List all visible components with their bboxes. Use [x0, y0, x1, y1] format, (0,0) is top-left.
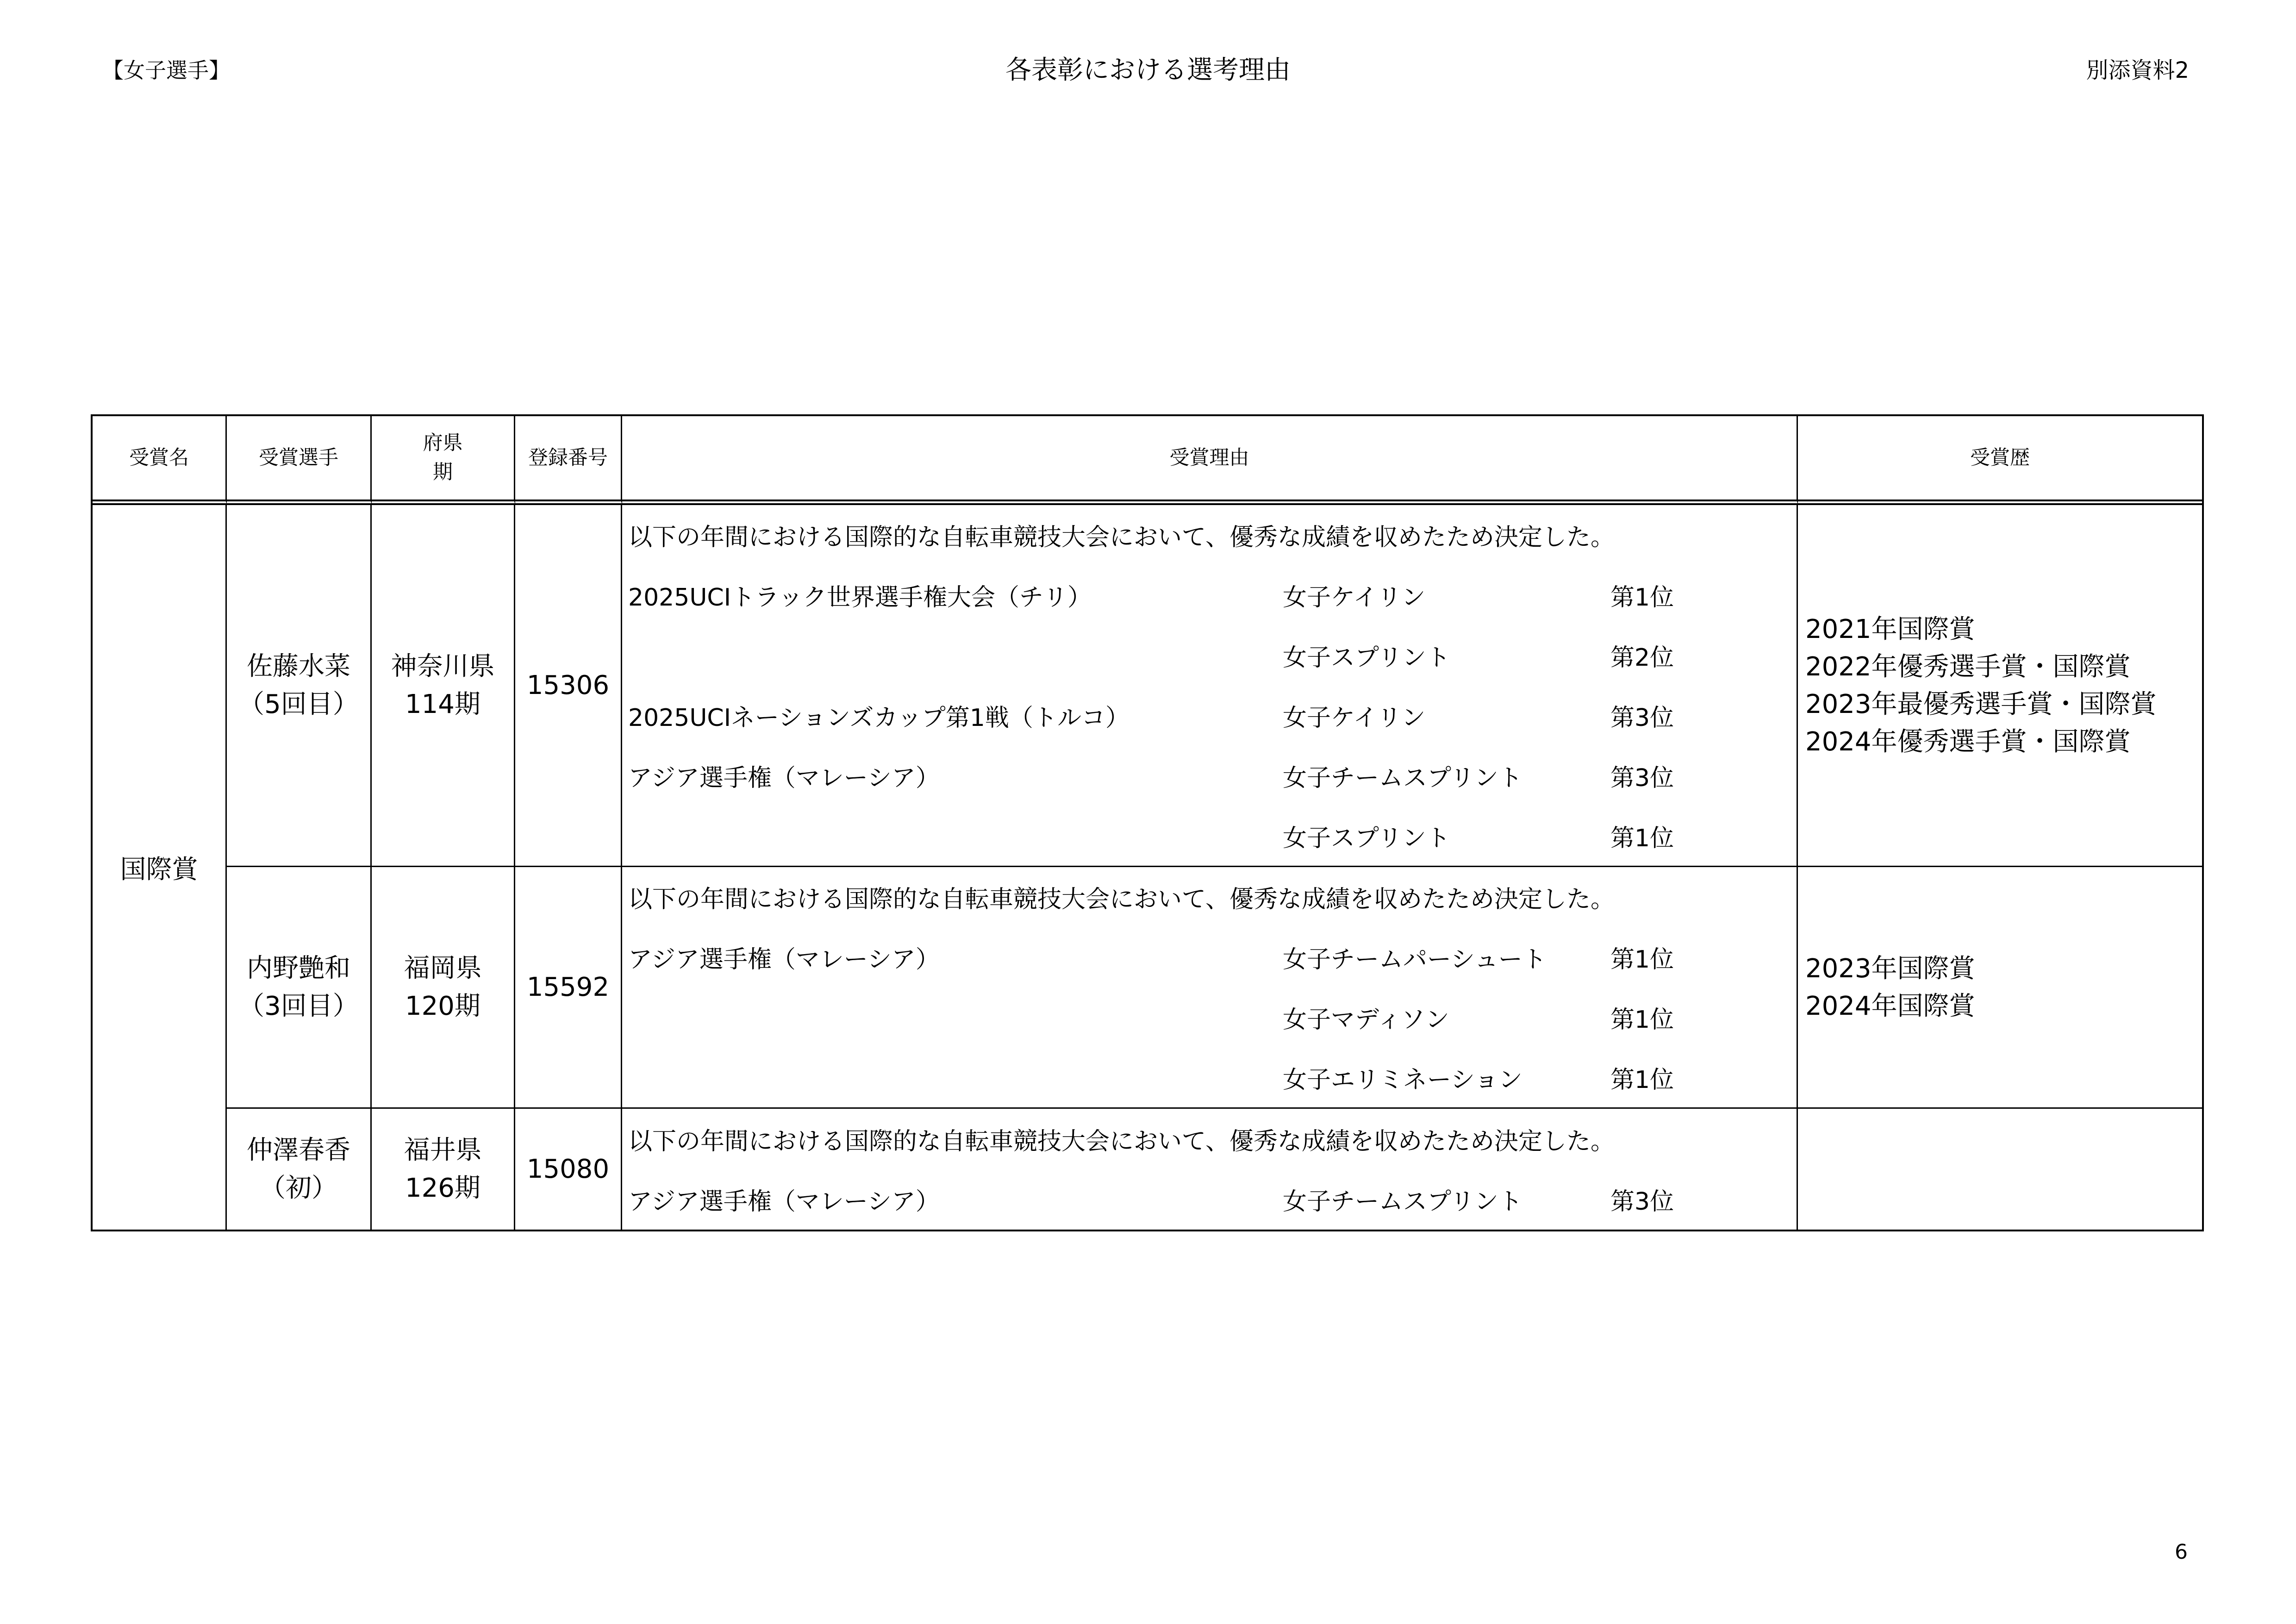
rank: 第1位 — [1610, 946, 1674, 974]
reason-intro: 以下の年間における国際的な自転車競技大会において、優秀な成績を収めたため決定した。 — [628, 886, 1615, 914]
column-header-label: 受賞名 — [129, 446, 189, 469]
event-name: 女子スプリント — [1283, 824, 1450, 852]
result-line — [622, 745, 1797, 806]
reason-intro-line — [622, 1109, 1797, 1169]
reason-intro-line — [622, 867, 1797, 927]
reason-intro-line — [622, 505, 1797, 565]
history-cell — [1798, 505, 2202, 867]
column-header-label: 受賞理由 — [1169, 446, 1249, 469]
rank: 第2位 — [1610, 644, 1674, 672]
prefecture-cell — [372, 867, 515, 1109]
rank: 第1位 — [1610, 584, 1674, 612]
event-name: 女子チームスプリント — [1283, 764, 1522, 792]
reason-cell — [622, 505, 1798, 867]
athlete-name: 仲澤春香 — [247, 1135, 350, 1165]
registration-number: 15592 — [526, 972, 610, 1002]
history-cell — [1798, 1109, 2202, 1230]
athlete-cell — [227, 505, 372, 867]
athlete-name: 内野艶和 — [247, 953, 350, 983]
prefecture: 神奈川県 — [391, 651, 495, 681]
award-count: （初） — [260, 1173, 337, 1203]
registration-number-cell — [515, 867, 622, 1109]
registration-number-cell — [515, 505, 622, 867]
awards-table — [91, 414, 2204, 1231]
rank: 第3位 — [1610, 764, 1674, 792]
award-name-cell — [93, 505, 227, 1230]
rank: 第3位 — [1610, 1188, 1674, 1216]
competition-name: アジア選手権（マレーシア） — [628, 946, 940, 974]
result-line — [622, 927, 1797, 987]
event-name: 女子チームスプリント — [1283, 1188, 1522, 1216]
prefecture-cell — [372, 505, 515, 867]
rank: 第1位 — [1610, 1006, 1674, 1034]
rank: 第1位 — [1610, 1066, 1674, 1094]
result-line — [622, 987, 1797, 1048]
prefecture-cell — [372, 1109, 515, 1230]
reason-intro: 以下の年間における国際的な自転車競技大会において、優秀な成績を収めたため決定した。 — [628, 524, 1615, 552]
event-name: 女子マディソン — [1283, 1006, 1449, 1034]
history-entry: 2024年優秀選手賞・国際賞 — [1805, 726, 2131, 757]
history-entry: 2021年国際賞 — [1805, 614, 1975, 644]
reason-cell — [622, 867, 1798, 1109]
award-name: 国際賞 — [120, 854, 198, 885]
term: 126期 — [405, 1173, 480, 1203]
athlete-cell — [227, 867, 372, 1109]
event-name: 女子ケイリン — [1283, 584, 1426, 612]
result-line — [622, 806, 1797, 866]
term: 120期 — [405, 991, 480, 1021]
column-header-label: 登録番号 — [528, 446, 608, 469]
history-entry: 2023年国際賞 — [1805, 953, 1975, 984]
rank: 第3位 — [1610, 704, 1674, 732]
column-header-registration-number — [515, 416, 622, 505]
prefecture: 福井県 — [404, 1135, 482, 1165]
award-count: （3回目） — [238, 991, 359, 1021]
column-header-athlete — [227, 416, 372, 505]
column-header-prefecture — [372, 416, 515, 505]
column-header-label: 府県 — [423, 431, 463, 455]
column-header-label: 期 — [433, 461, 453, 484]
column-header-award-name — [93, 416, 227, 505]
section-label: 【女子選手】 — [102, 58, 230, 83]
prefecture: 福岡県 — [404, 953, 482, 983]
competition-name: アジア選手権（マレーシア） — [628, 1188, 940, 1216]
document-title: 各表彰における選考理由 — [1005, 55, 1291, 85]
attachment-label: 別添資料2 — [2086, 57, 2189, 83]
event-name: 女子ケイリン — [1283, 704, 1426, 732]
rank: 第1位 — [1610, 824, 1674, 852]
history-entry: 2023年最優秀選手賞・国際賞 — [1805, 689, 2157, 719]
event-name: 女子スプリント — [1283, 644, 1450, 672]
result-line — [622, 625, 1797, 686]
column-header-reason — [622, 416, 1798, 505]
competition-name: 2025UCIネーションズカップ第1戦（トルコ） — [628, 704, 1129, 732]
athlete-name: 佐藤水菜 — [247, 651, 350, 681]
competition-name: アジア選手権（マレーシア） — [628, 764, 940, 792]
history-cell — [1798, 867, 2202, 1109]
event-name: 女子チームパーシュート — [1283, 946, 1547, 974]
event-name: 女子エリミネーション — [1283, 1066, 1522, 1094]
result-line — [622, 565, 1797, 625]
athlete-cell — [227, 1109, 372, 1230]
registration-number: 15306 — [526, 670, 610, 700]
competition-name: 2025UCIトラック世界選手権大会（チリ） — [628, 584, 1092, 612]
result-line — [622, 1047, 1797, 1107]
history-entry: 2022年優秀選手賞・国際賞 — [1805, 651, 2131, 682]
result-line — [622, 685, 1797, 745]
reason-cell — [622, 1109, 1798, 1230]
registration-number: 15080 — [526, 1154, 610, 1184]
column-header-label: 受賞歴 — [1970, 446, 2030, 469]
award-count: （5回目） — [238, 689, 359, 719]
reason-intro: 以下の年間における国際的な自転車競技大会において、優秀な成績を収めたため決定した。 — [628, 1127, 1615, 1156]
column-header-label: 受賞選手 — [259, 446, 338, 469]
history-entry: 2024年国際賞 — [1805, 991, 1975, 1021]
result-line — [622, 1169, 1797, 1230]
term: 114期 — [405, 689, 480, 719]
registration-number-cell — [515, 1109, 622, 1230]
page-number: 6 — [2175, 1540, 2188, 1564]
column-header-history — [1798, 416, 2202, 505]
